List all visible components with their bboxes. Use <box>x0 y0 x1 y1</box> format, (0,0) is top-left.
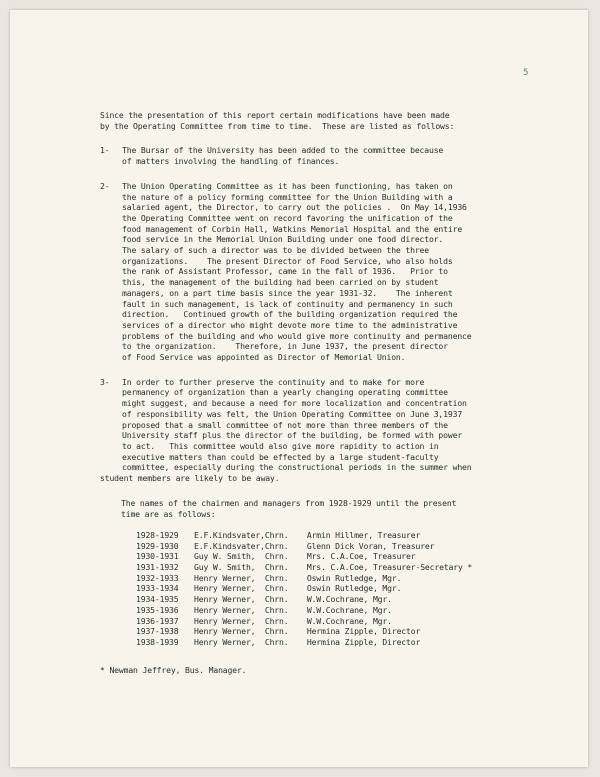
roster-role: Chrn. <box>264 583 289 594</box>
roster-role: Chrn. <box>264 540 289 551</box>
roster-role: Chrn. <box>264 562 289 572</box>
numbered-item-3 <box>100 377 560 484</box>
roster-role: Chrn. <box>264 636 289 647</box>
page-number: 5 <box>523 68 529 78</box>
roster-row <box>136 562 472 573</box>
item-line: the rank of Assistant Professor, came in the fall of 1936. Prior to <box>122 266 448 277</box>
item-line: of responsibility was felt, the Union Operating Committee on June 3,1937 <box>122 408 463 419</box>
roster-row <box>136 626 472 637</box>
item-line: managers, on a part time basis since the year 1931-32. The inherent <box>122 287 453 298</box>
roster-manager: Mrs. C.A.Coe, Treasurer <box>306 551 416 562</box>
roster-manager: Oswin Rutledge, Mgr. <box>306 572 402 583</box>
roster-chairman: Henry Werner, <box>194 626 256 637</box>
item-line: In order to further preserve the continuity and to make for more <box>122 376 425 387</box>
item-line: committee, especially during the constructional periods in the summer when <box>122 462 472 473</box>
item-line: the nature of a policy forming committee for the Union Building with a <box>122 191 453 202</box>
roster-row <box>136 573 472 584</box>
roster-chairman: E.F.Kindsvater, <box>194 540 265 551</box>
item-line: permanency of organization than a yearly changing operating committee <box>122 387 448 398</box>
roster-chairman: Henry Werner, <box>194 572 256 583</box>
item-line: direction. Continued growth of the building organization required the <box>122 309 458 320</box>
document-page <box>10 10 588 767</box>
roster-years: 1937-1938 <box>136 626 179 637</box>
item-number: 1- <box>100 145 110 156</box>
roster-manager: Hermina Zipple, Director <box>306 626 421 637</box>
roster-manager: W.W.Cochrane, Mgr. <box>306 604 392 615</box>
item-line: services of a director who might devote more time to the administrative <box>122 319 458 330</box>
roster-role: Chrn. <box>264 551 289 562</box>
roster-manager: Glenn Dick Voran, Treasurer <box>306 540 435 551</box>
item-line: salaried agent, the Director, to carry out the policies . On May 14,1936 <box>122 202 467 213</box>
roster-intro <box>100 498 560 519</box>
item-line: executive matters than could be effected by a large student-faculty <box>122 451 439 462</box>
roster-chairman: Guy W. Smith, <box>194 562 256 572</box>
item-line: problems of the building and who would give more continuity and permanence <box>122 330 472 341</box>
item-line: this, the management of the building had been carried on by student <box>122 277 439 288</box>
roster-years: 1936-1937 <box>136 615 179 626</box>
numbered-item-1 <box>100 145 560 166</box>
roster-chairman: Henry Werner, <box>194 604 256 615</box>
roster-row <box>136 616 472 627</box>
typed-report-text <box>100 110 560 675</box>
roster-chairman: Guy W. Smith, <box>194 551 256 562</box>
roster-intro-line: The names of the chairmen and managers from 1928-1929 until the present <box>121 497 457 508</box>
roster-manager: Hermina Zipple, Director <box>306 636 421 647</box>
item-line: to the organization. Therefore, in June 1937, the present director <box>122 341 448 352</box>
item-line: the Operating Committee went on record favoring the unification of the <box>122 212 453 223</box>
intro-line: Since the presentation of this report certain modifications have been made <box>100 110 450 120</box>
footnote: * Newman Jeffrey, Bus. Manager. <box>100 664 247 675</box>
roster-row <box>136 583 472 594</box>
item-line: The salary of such a director was to be divided between the three <box>122 245 429 256</box>
roster-intro-line: time are as follows: <box>121 508 216 519</box>
item-line: might suggest, and because a need for more localization and concentration <box>122 398 467 409</box>
item-number: 3- <box>100 376 110 387</box>
roster-chairman: Henry Werner, <box>194 615 256 626</box>
item-number: 2- <box>100 180 110 191</box>
chairmen-managers-table <box>136 530 472 648</box>
roster-role: Chrn. <box>264 594 289 605</box>
roster-row <box>136 541 472 552</box>
item-line: proposed that a small committee of not more than three members of the <box>122 419 448 430</box>
roster-chairman: Henry Werner, <box>194 594 256 605</box>
roster-years: 1928-1929 <box>136 529 179 540</box>
roster-chairman: Henry Werner, <box>194 636 256 647</box>
item-line: to act. This committee would also give more rapidity to action in <box>122 440 439 451</box>
roster-manager: Oswin Rutledge, Mgr. <box>306 583 402 594</box>
roster-years: 1930-1931 <box>136 551 179 562</box>
roster-years: 1938-1939 <box>136 636 179 647</box>
item-line-outdent: student members are likely to be away. <box>100 473 280 484</box>
roster-manager: Mrs. C.A.Coe, Treasurer-Secretary * <box>306 562 473 572</box>
roster-chairman: Henry Werner, <box>194 583 256 594</box>
roster-manager: W.W.Cochrane, Mgr. <box>306 615 392 626</box>
item-line: fault in such management, is lack of continuity and permanency in such <box>122 298 453 309</box>
roster-role: Chrn. <box>264 572 289 583</box>
item-line: food service in the Memorial Union Building under one food director. <box>122 234 444 245</box>
roster-years: 1934-1935 <box>136 594 179 605</box>
item-line: University staff plus the director of the building, be formed with power <box>122 430 463 441</box>
roster-row <box>136 594 472 605</box>
roster-role: Chrn. <box>264 529 289 540</box>
intro-paragraph <box>100 110 560 131</box>
item-line: food management of Corbin Hall, Watkins Memorial Hospital and the entire <box>122 223 463 234</box>
roster-chairman: E.F.Kindsvater, <box>194 529 265 540</box>
roster-years: 1929-1930 <box>136 540 179 551</box>
intro-line: by the Operating Committee from time to time. These are listed as follows: <box>100 120 455 131</box>
roster-years: 1933-1934 <box>136 583 179 594</box>
item-line: The Bursar of the University has been added to the committee because <box>122 145 444 156</box>
item-line: organizations. The present Director of Food Service, who also holds <box>122 255 453 266</box>
roster-years: 1931-1932 <box>136 562 179 572</box>
roster-row <box>136 530 472 541</box>
roster-role: Chrn. <box>264 604 289 615</box>
item-line: of matters involving the handling of finances. <box>122 156 340 167</box>
roster-manager: W.W.Cochrane, Mgr. <box>306 594 392 605</box>
roster-row <box>136 605 472 616</box>
roster-role: Chrn. <box>264 626 289 637</box>
roster-years: 1932-1933 <box>136 572 179 583</box>
numbered-item-2 <box>100 181 560 363</box>
roster-role: Chrn. <box>264 615 289 626</box>
roster-manager: Armin Hillmer, Treasurer <box>306 529 421 540</box>
roster-row <box>136 551 472 562</box>
item-line: The Union Operating Committee as it has been functioning, has taken on <box>122 180 453 191</box>
roster-row <box>136 637 472 648</box>
item-line: of Food Service was appointed as Director of Memorial Union. <box>122 352 406 363</box>
roster-years: 1935-1936 <box>136 604 179 615</box>
